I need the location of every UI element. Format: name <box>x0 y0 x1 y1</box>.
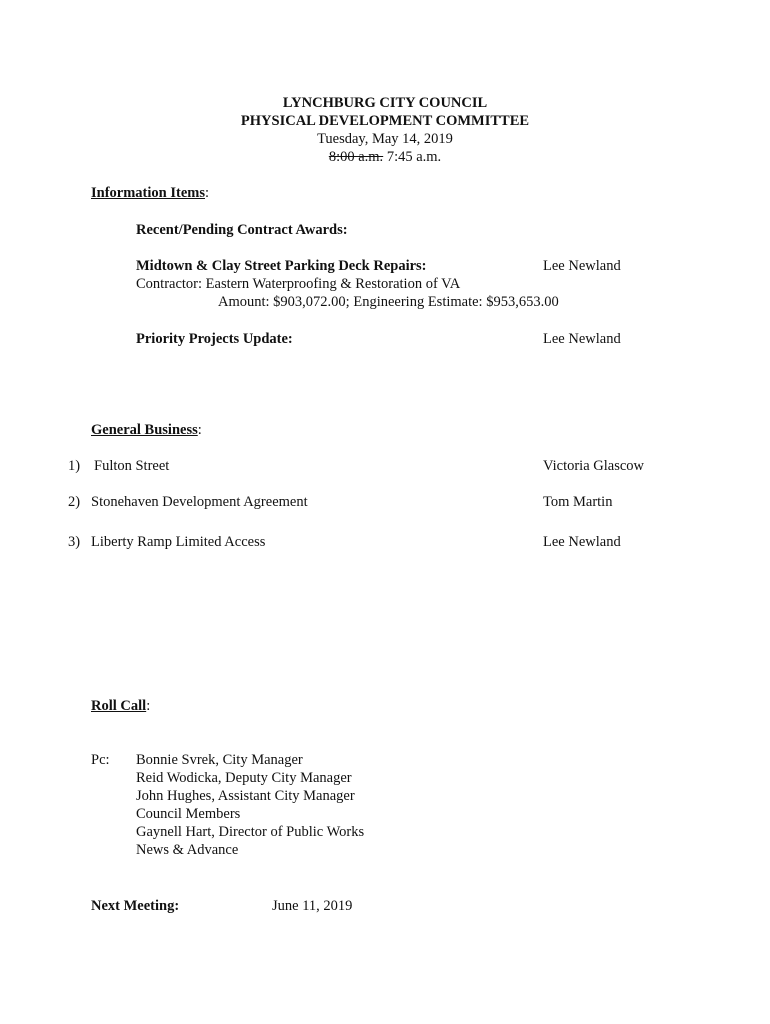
next-meeting-date: June 11, 2019 <box>272 898 353 914</box>
general-business-heading <box>91 421 202 439</box>
contractor-line: Contractor: Eastern Waterproofing & Restoration of VA <box>136 276 461 292</box>
council-title: LYNCHBURG CITY COUNCIL <box>282 95 488 111</box>
pc-name: John Hughes, Assistant City Manager <box>136 788 355 804</box>
meeting-time-new: 7:45 a.m. <box>386 149 442 165</box>
business-item-number: 3) <box>68 534 81 550</box>
contract-presenter: Lee Newland <box>543 258 621 274</box>
information-items-label: Information Items <box>91 185 205 201</box>
meeting-time-struck: 8:00 a.m. <box>328 149 384 165</box>
pc-name: News & Advance <box>136 842 239 858</box>
business-item-number: 2) <box>68 494 81 510</box>
pc-name: Bonnie Svrek, City Manager <box>136 752 303 768</box>
roll-call-label: Roll Call <box>91 698 147 714</box>
contract-title: Midtown & Clay Street Parking Deck Repairs: <box>136 258 427 274</box>
business-item-title: Stonehaven Development Agreement <box>91 494 308 510</box>
business-item-title: Liberty Ramp Limited Access <box>91 534 266 550</box>
priority-projects-title: Priority Projects Update: <box>136 331 293 347</box>
information-items-colon: : <box>204 185 210 201</box>
general-business-label: General Business <box>91 422 198 438</box>
business-item-presenter: Lee Newland <box>543 534 621 550</box>
next-meeting-label: Next Meeting: <box>91 898 180 914</box>
contract-awards-subheading: Recent/Pending Contract Awards: <box>136 222 348 238</box>
roll-call-colon: : <box>146 698 151 714</box>
business-item-presenter: Tom Martin <box>543 494 613 510</box>
pc-label: Pc: <box>91 752 110 768</box>
information-items-heading <box>91 184 209 202</box>
roll-call-heading <box>91 697 150 715</box>
amount-line: Amount: $903,072.00; Engineering Estimate: $953,653.00 <box>218 294 559 310</box>
business-item-presenter: Victoria Glascow <box>543 458 644 474</box>
business-item-number: 1) <box>68 458 81 474</box>
business-item-title: Fulton Street <box>94 458 170 474</box>
pc-name: Gaynell Hart, Director of Public Works <box>136 824 365 840</box>
meeting-time <box>0 148 770 166</box>
priority-projects-presenter: Lee Newland <box>543 331 621 347</box>
pc-name: Council Members <box>136 806 241 822</box>
meeting-date: Tuesday, May 14, 2019 <box>317 131 453 147</box>
general-business-colon: : <box>197 422 202 438</box>
committee-title: PHYSICAL DEVELOPMENT COMMITTEE <box>240 113 530 129</box>
pc-name: Reid Wodicka, Deputy City Manager <box>136 770 352 786</box>
